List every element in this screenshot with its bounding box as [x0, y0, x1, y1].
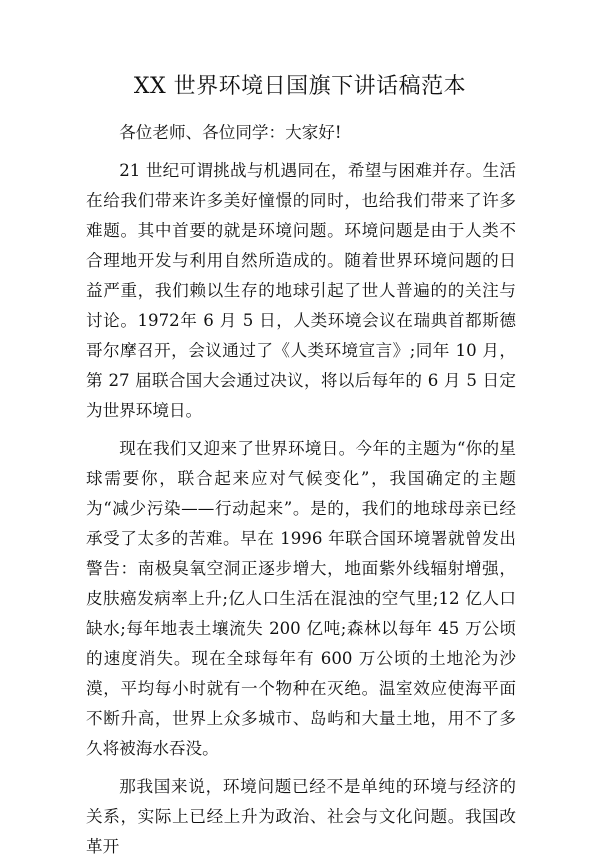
greeting-paragraph: 各位老师、各位同学：大家好!	[119, 123, 342, 142]
document-title: XX 世界环境日国旗下讲话稿范本	[133, 74, 467, 99]
document-body	[86, 118, 516, 862]
body-paragraph-2: 现在我们又迎来了世界环境日。今年的主题为“你的星球需要你，联合起来应对气候变化”，我国确定的主题为“减少污染——行动起来”。是的，我们的地球母亲已经承受了太多的苦难。早在 1996 年联合国环境署就曾发出警告：南极臭氧空洞正逐步增大，地面紫外线辐射增强，皮肤癌发病率上升;亿人口生活在混浊的空气里;12 亿人口缺水;每年地表土壤流失 200 亿吨;森林以每年 45 万公顷的速度消失。现在全球每年有 600 万公顷的土地沦为沙漠，平均每小时就有一个物种在灭绝。温室效应使海平面不断升高，世界上众多城市、岛屿和大量土地，用不了多久将被海水吞没。	[86, 439, 516, 758]
body-paragraph-3: 那我国来说，环境问题已经不是单纯的环境与经济的关系，实际上已经上升为政治、社会与文化问题。我国改革开	[86, 777, 516, 856]
body-paragraph-1: 21 世纪可谓挑战与机遇同在，希望与困难并存。生活在给我们带来许多美好憧憬的同时，也给我们带来了许多难题。其中首要的就是环境问题。环境问题是由于人类不合理地开发与利用自然所造成的。随着世界环境问题的日益严重，我们赖以生存的地球引起了世人普遍的的关注与讨论。1972年 6 月 5 日，人类环境会议在瑞典首都斯德哥尔摩召开，会议通过了《人类环境宣言》;同年 10 月，第 27 届联合国大会通过决议，将以后每年的 6 月 5 日定为世界环境日。	[86, 161, 516, 420]
